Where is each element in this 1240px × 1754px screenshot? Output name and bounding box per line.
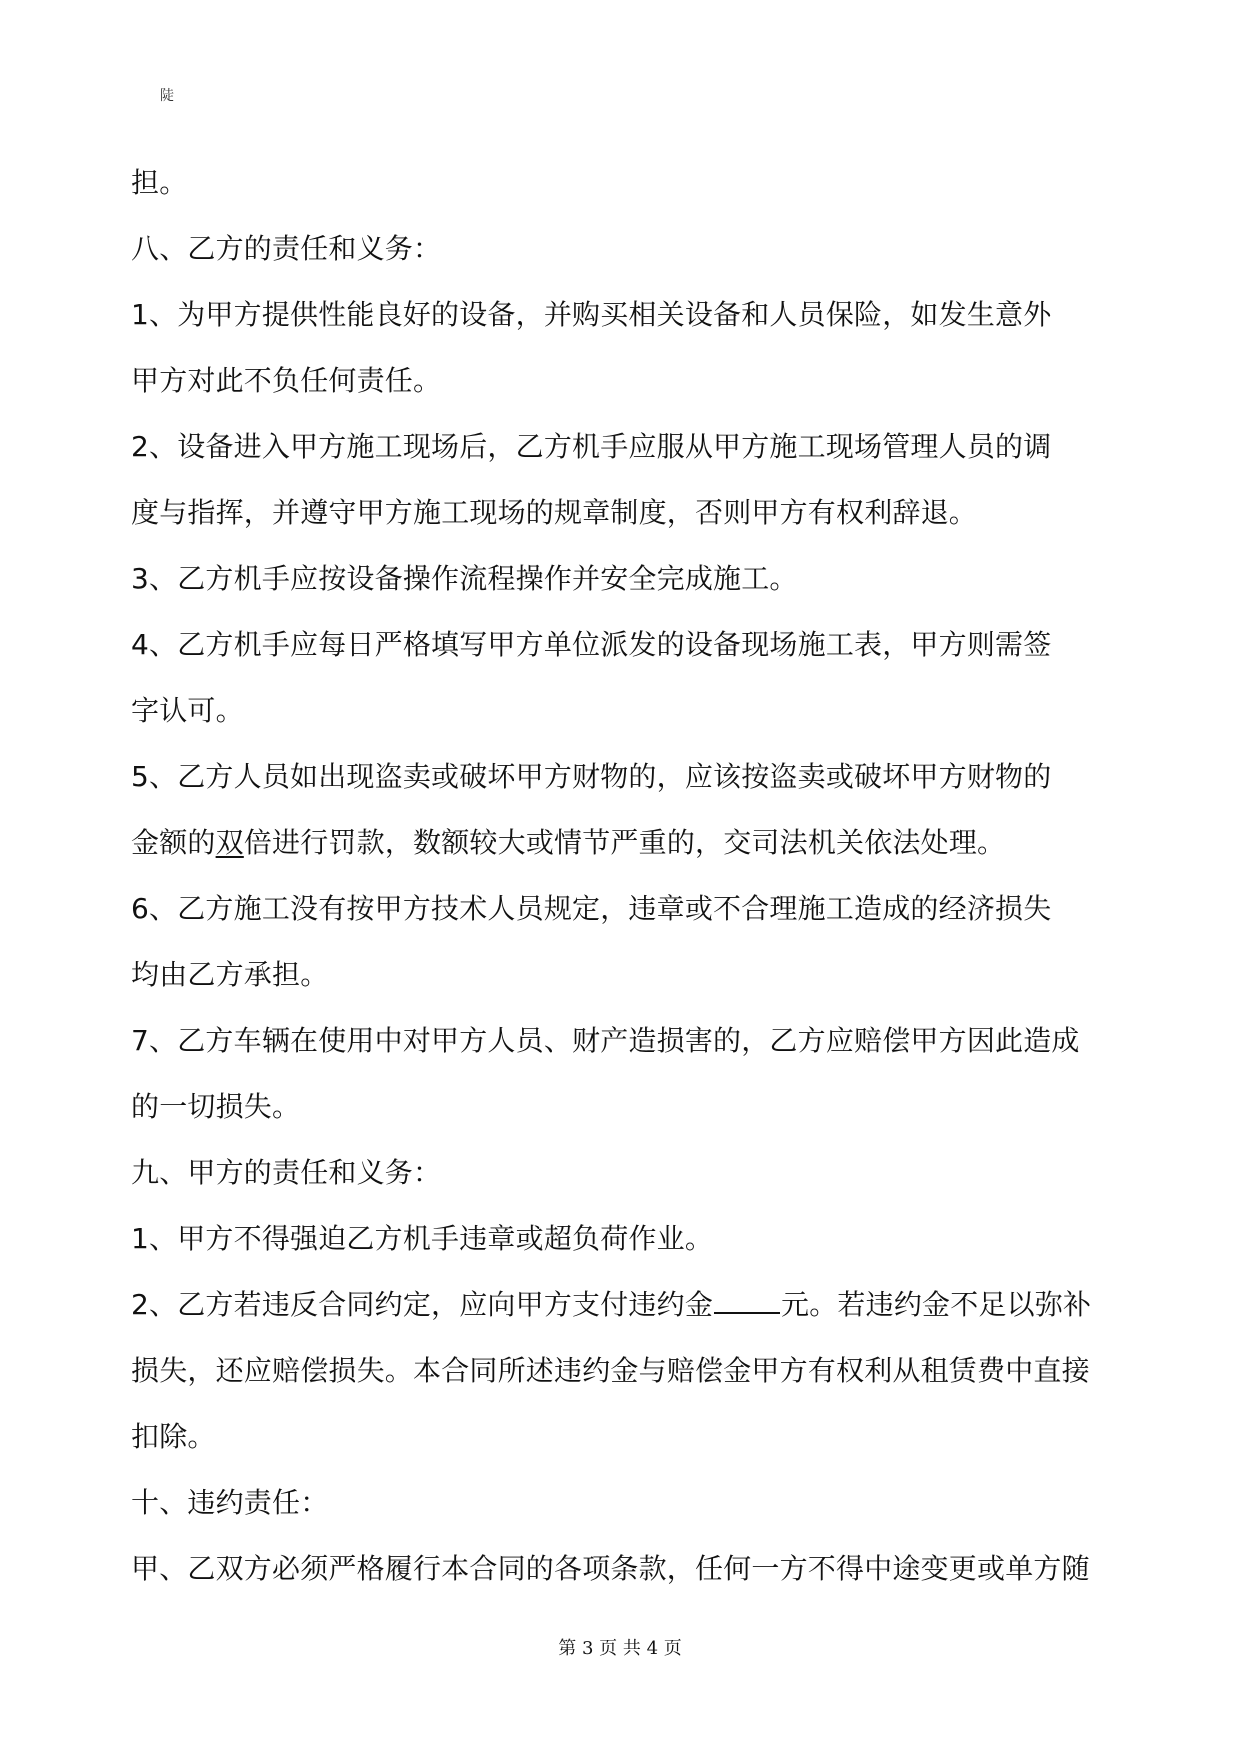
text-line: 1、为甲方提供性能良好的设备，并购买相关设备和人员保险，如发生意外: [131, 298, 1052, 331]
text-segment: 2、乙方若违反合同约定，应向甲方支付违约金: [131, 1288, 714, 1321]
section-heading-10: 十、违约责任：: [131, 1486, 329, 1519]
section-heading-8: 八、乙方的责任和义务：: [131, 232, 442, 265]
section-heading-9: 九、甲方的责任和义务：: [131, 1156, 442, 1189]
penalty-amount-blank: [714, 1290, 780, 1314]
text-line: 甲、乙双方必须严格履行本合同的各项条款，任何一方不得中途变更或单方随: [131, 1552, 1090, 1585]
text-line: 2、设备进入甲方施工现场后，乙方机手应服从甲方施工现场管理人员的调: [131, 430, 1052, 463]
text-line: 均由乙方承担。: [131, 958, 329, 991]
text-line: 3、乙方机手应按设备操作流程操作并安全完成施工。: [131, 562, 798, 595]
text-line: 损失，还应赔偿损失。本合同所述违约金与赔偿金甲方有权利从租赁费中直接: [131, 1354, 1090, 1387]
text-line: 6、乙方施工没有按甲方技术人员规定，违章或不合理施工造成的经济损失: [131, 892, 1052, 925]
text-segment: 金额的: [131, 826, 216, 859]
text-segment: 倍进行罚款，数额较大或情节严重的，交司法机关依法处理。: [243, 826, 1006, 859]
text-line: 1、甲方不得强迫乙方机手违章或超负荷作业。: [131, 1222, 714, 1255]
text-line: 担。: [131, 166, 188, 199]
text-line: 4、乙方机手应每日严格填写甲方单位派发的设备现场施工表，甲方则需签: [131, 628, 1052, 661]
text-line: 7、乙方车辆在使用中对甲方人员、财产造损害的，乙方应赔偿甲方因此造成: [131, 1024, 1080, 1057]
underlined-text: 双: [215, 826, 244, 859]
text-line: [131, 1272, 1121, 1338]
header-mark: 陡: [160, 88, 174, 104]
text-line: 字认可。: [131, 694, 244, 727]
document-body: [131, 150, 1121, 1602]
text-line: 甲方对此不负任何责任。: [131, 364, 442, 397]
text-line: 的一切损失。: [131, 1090, 301, 1123]
text-line: [131, 810, 1121, 876]
page-number: 第 3 页 共 4 页: [558, 1638, 682, 1659]
text-segment: 元。若违约金不足以弥补: [781, 1288, 1092, 1321]
text-line: 扣除。: [131, 1420, 216, 1453]
text-line: 5、乙方人员如出现盗卖或破坏甲方财物的，应该按盗卖或破坏甲方财物的: [131, 760, 1052, 793]
text-line: 度与指挥，并遵守甲方施工现场的规章制度，否则甲方有权利辞退。: [131, 496, 978, 529]
